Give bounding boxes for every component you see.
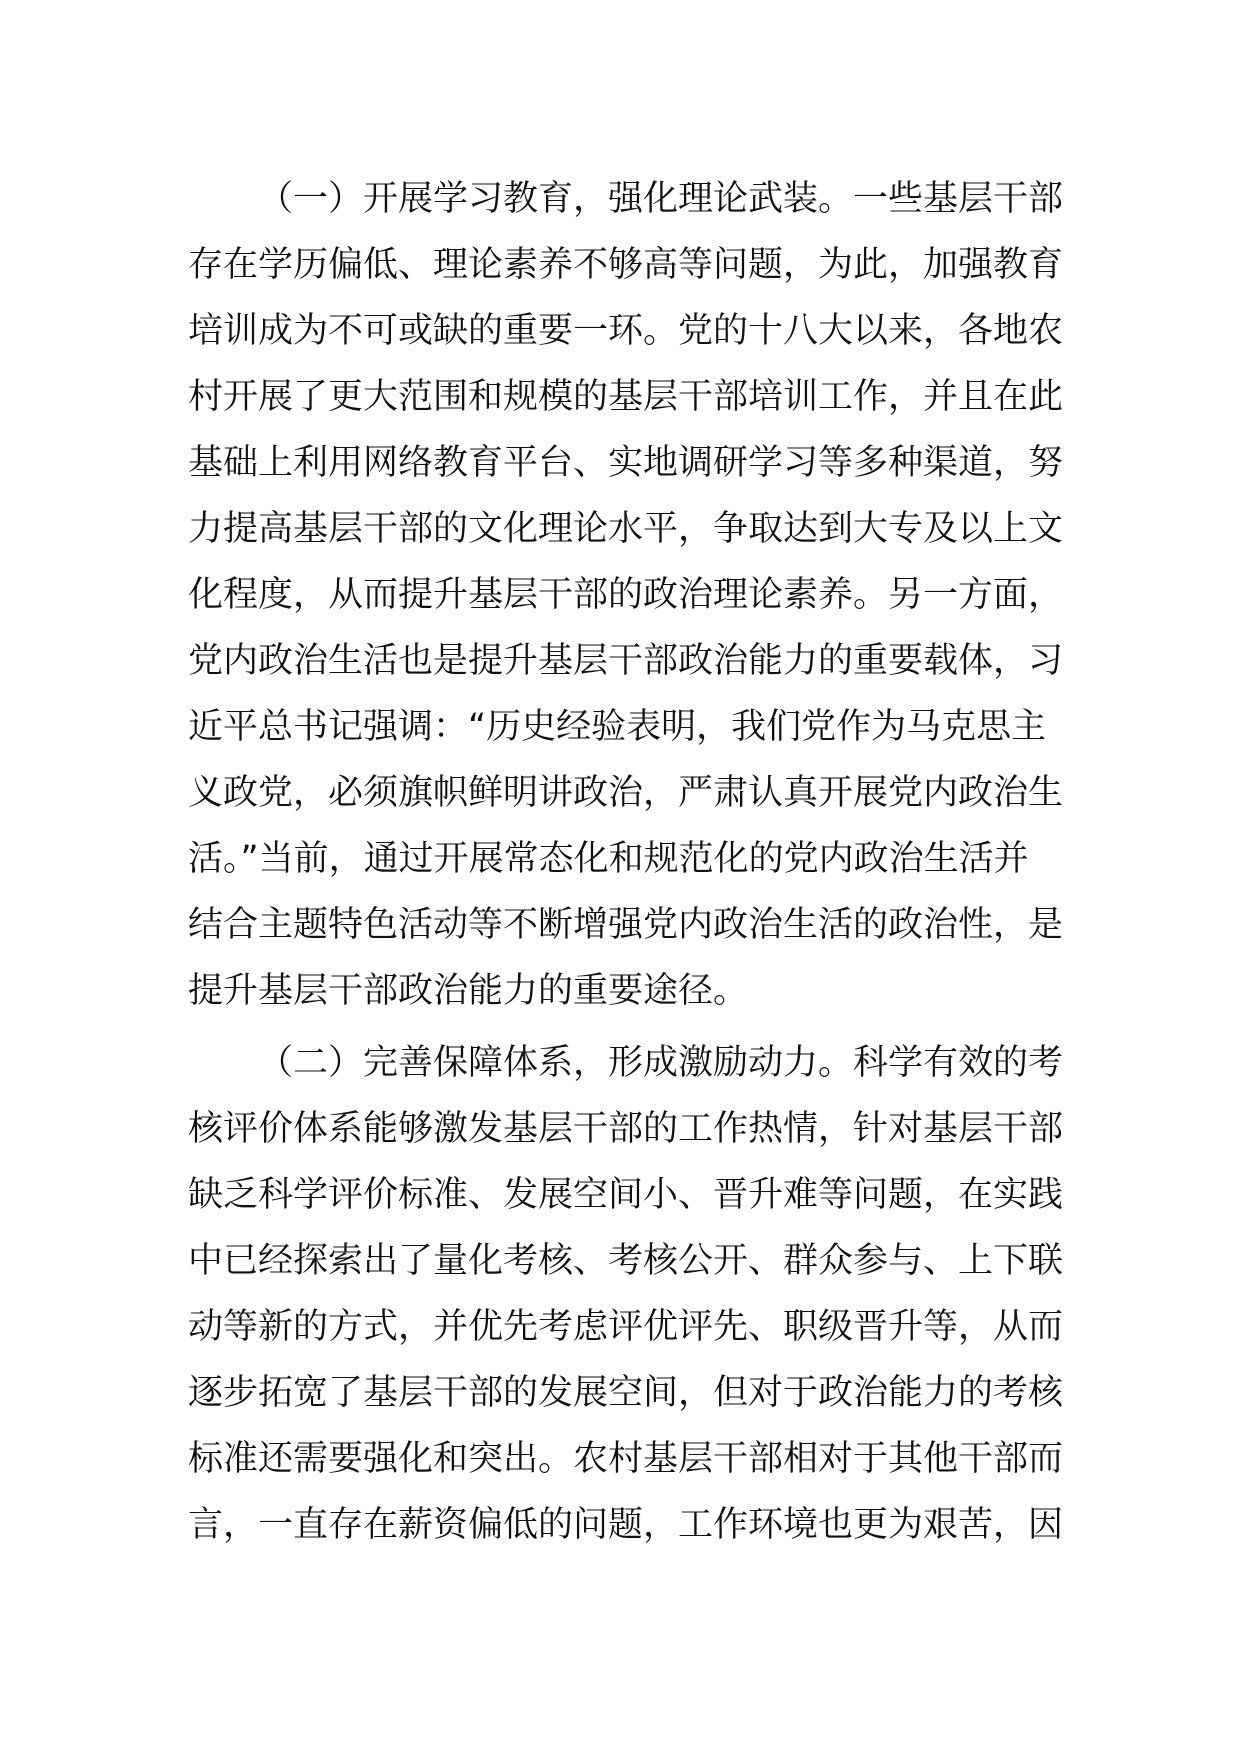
text-line: 逐步拓宽了基层干部的发展空间，但对于政治能力的考核 — [188, 1373, 1064, 1413]
text-line: 标准还需要强化和突出。农村基层干部相对于其他干部而 — [188, 1439, 1064, 1479]
text-line: 村开展了更大范围和规模的基层干部培训工作，并且在此 — [188, 377, 1064, 417]
text-line: 存在学历偏低、理论素养不够高等问题，为此，加强教育 — [188, 245, 1064, 285]
text-line: 党内政治生活也是提升基层干部政治能力的重要载体，习 — [188, 641, 1064, 681]
text-line: 化程度，从而提升基层干部的政治理论素养。另一方面， — [188, 575, 1064, 615]
text-line: 培训成为不可或缺的重要一环。党的十八大以来，各地农 — [188, 311, 1064, 351]
text-line: 中已经探索出了量化考核、考核公开、群众参与、上下联 — [188, 1241, 1064, 1281]
text-line: 近平总书记强调：“历史经验表明，我们党作为马克思主 — [188, 707, 1047, 747]
text-line: 提升基层干部政治能力的重要途径。 — [188, 971, 749, 1011]
text-line: 基础上利用网络教育平台、实地调研学习等多种渠道，努 — [188, 443, 1064, 483]
text-line: 义政党，必须旗帜鲜明讲政治，严肃认真开展党内政治生 — [188, 773, 1064, 813]
text-line: （一）开展学习教育，强化理论武装。一些基层干部 — [258, 179, 1064, 219]
text-line: 言，一直存在薪资偏低的问题，工作环境也更为艰苦，因 — [188, 1505, 1064, 1545]
text-line: 力提高基层干部的文化理论水平，争取达到大专及以上文 — [188, 509, 1064, 549]
text-line: 核评价体系能够激发基层干部的工作热情，针对基层干部 — [188, 1109, 1064, 1149]
text-line: （二）完善保障体系，形成激励动力。科学有效的考 — [258, 1043, 1064, 1083]
document-body — [188, 166, 1064, 1558]
text-line: 结合主题特色活动等不断增强党内政治生活的政治性，是 — [188, 905, 1064, 945]
paragraph-study-education — [188, 166, 1064, 1024]
text-line: 缺乏科学评价标准、发展空间小、晋升难等问题，在实践 — [188, 1175, 1064, 1215]
text-line: 活。”当前，通过开展常态化和规范化的党内政治生活并 — [188, 839, 1029, 879]
paragraph-support-system — [188, 1030, 1064, 1558]
text-line: 动等新的方式，并优先考虑评优评先、职级晋升等，从而 — [188, 1307, 1064, 1347]
